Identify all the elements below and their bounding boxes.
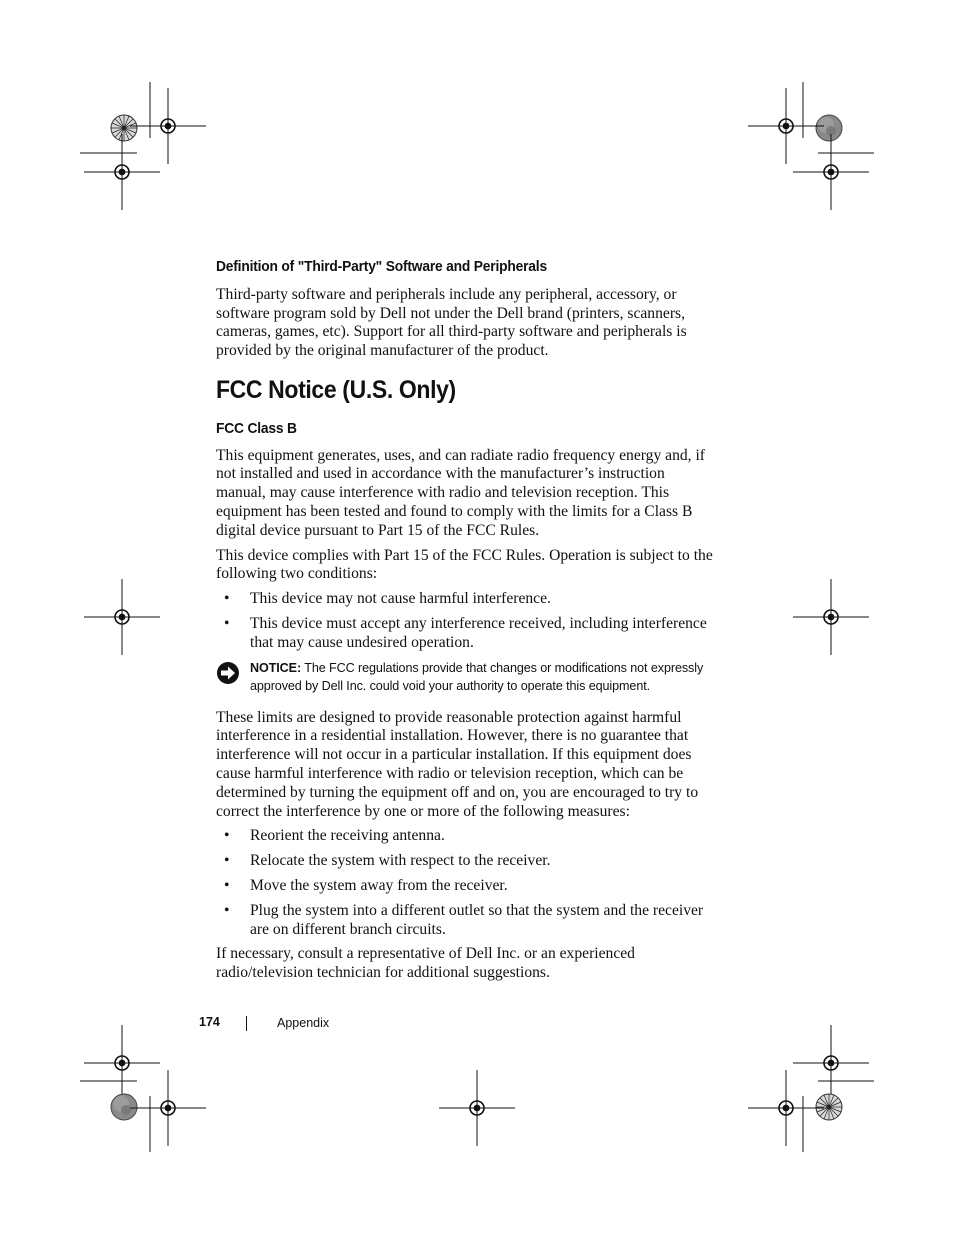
bullet-icon: •: [224, 590, 230, 608]
fcc-paragraph-1: This equipment generates, uses, and can radiate radio frequency energy and, if not installed and used in accordance with the manufacturer’s instruction manual, may cause interference with radio and television reception. This equipment has been tested and found to comply with the limits for a Class B digital device pursuant to Part 15 of the FCC Rules.: [216, 446, 705, 539]
notice-text: The FCC regulations provide that changes or modifications not expressly approved by Dell Inc. could void your authority to operate this equipment.: [250, 660, 704, 694]
chapter-name: Appendix: [277, 1016, 330, 1030]
bullet-icon: •: [224, 852, 230, 870]
notice-arrow-icon: [216, 661, 240, 685]
conditions-list: [216, 590, 716, 652]
main-content: [216, 258, 716, 983]
fcc-paragraph-4: If necessary, consult a representative of Dell Inc. or an experienced radio/television technician for additional suggestions.: [216, 945, 635, 982]
list-item: [216, 827, 716, 846]
page-number: 174: [199, 1015, 220, 1029]
fcc-paragraph-2: This device complies with Part 15 of the FCC Rules. Operation is subject to the following two conditions:: [216, 546, 713, 583]
footer-divider: [246, 1016, 247, 1031]
page-title-fcc-notice: FCC Notice (U.S. Only): [216, 375, 456, 404]
measures-list: [216, 827, 716, 939]
bullet-icon: •: [224, 876, 230, 894]
list-item: [216, 615, 716, 653]
section-heading-third-party: Definition of "Third-Party" Software and Peripherals: [216, 258, 547, 275]
list-item-text: Reorient the receiving antenna.: [250, 827, 445, 845]
list-item-text: Relocate the system with respect to the receiver.: [250, 852, 551, 870]
fcc-paragraph-3: These limits are designed to provide reasonable protection against harmful interference in a residential installation. However, there is no guarantee that interference will not occur in a particular installation. If this equipment does cause harmful interference with radio or television reception, which can be determined by turning the equipment off and on, you are encouraged to try to correct the interference by one or more of the following measures:: [216, 708, 699, 820]
list-item-text: Move the system away from the receiver.: [250, 876, 508, 894]
bullet-icon: •: [224, 827, 230, 845]
list-item: [216, 852, 716, 871]
notice-label: NOTICE:: [250, 660, 302, 675]
list-item-text: This device may not cause harmful interference.: [250, 590, 551, 608]
list-item-text: This device must accept any interference received, including interference that may cause undesired operation.: [250, 614, 707, 651]
list-item: [216, 590, 716, 609]
bullet-icon: •: [224, 901, 230, 919]
list-item-text: Plug the system into a different outlet so that the system and the receiver are on different branch circuits.: [250, 901, 704, 938]
section-heading-fcc-class-b: FCC Class B: [216, 419, 297, 437]
third-party-paragraph: Third-party software and peripherals include any peripheral, accessory, or software program sold by Dell not under the Dell brand (printers, scanners, cameras, games, etc). Support for all third-party software and peripherals is provided by the original manufacturer of the product.: [216, 285, 687, 360]
notice-callout: [216, 659, 716, 696]
list-item: [216, 902, 716, 940]
list-item: [216, 877, 716, 896]
bullet-icon: •: [224, 614, 230, 632]
